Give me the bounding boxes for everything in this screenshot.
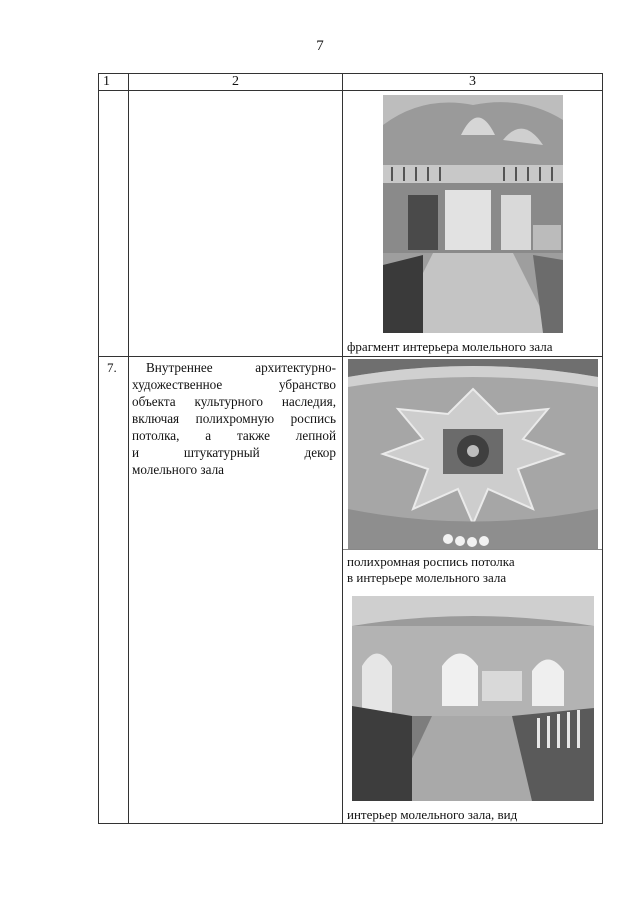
cell-description-empty xyxy=(129,91,343,357)
cell-photos xyxy=(343,357,603,824)
heritage-table xyxy=(98,73,603,824)
row-number: 7. xyxy=(107,360,117,375)
column-header-2: 2 xyxy=(129,74,343,91)
ceiling-painting-photo xyxy=(348,359,598,549)
photo-caption: полихромная роспись потолка xyxy=(347,554,515,569)
column-header-3: 3 xyxy=(343,74,603,91)
photo-caption: фрагмент интерьера молельного зала xyxy=(347,339,553,354)
cell-number-empty xyxy=(99,91,129,357)
page-number: 7 xyxy=(316,38,324,54)
table-row xyxy=(99,91,603,357)
object-description: Внутреннее архитектурно- художественное убранство объекта культурного наследия, включая полихромную роспись потолка, а также лепной и штукатурный декор молельного зала xyxy=(132,360,336,477)
table-header-row xyxy=(99,74,603,91)
table-row xyxy=(99,357,603,824)
prayer-hall-view-photo xyxy=(352,596,594,801)
cell-photos xyxy=(343,91,603,357)
photo-caption: в интерьере молельного зала xyxy=(347,570,507,585)
prayer-hall-interior-photo xyxy=(383,95,563,333)
cell-description xyxy=(129,357,343,824)
column-header-1: 1 xyxy=(99,74,129,91)
photo-caption: интерьер молельного зала, вид xyxy=(347,807,518,822)
cell-number xyxy=(99,357,129,824)
